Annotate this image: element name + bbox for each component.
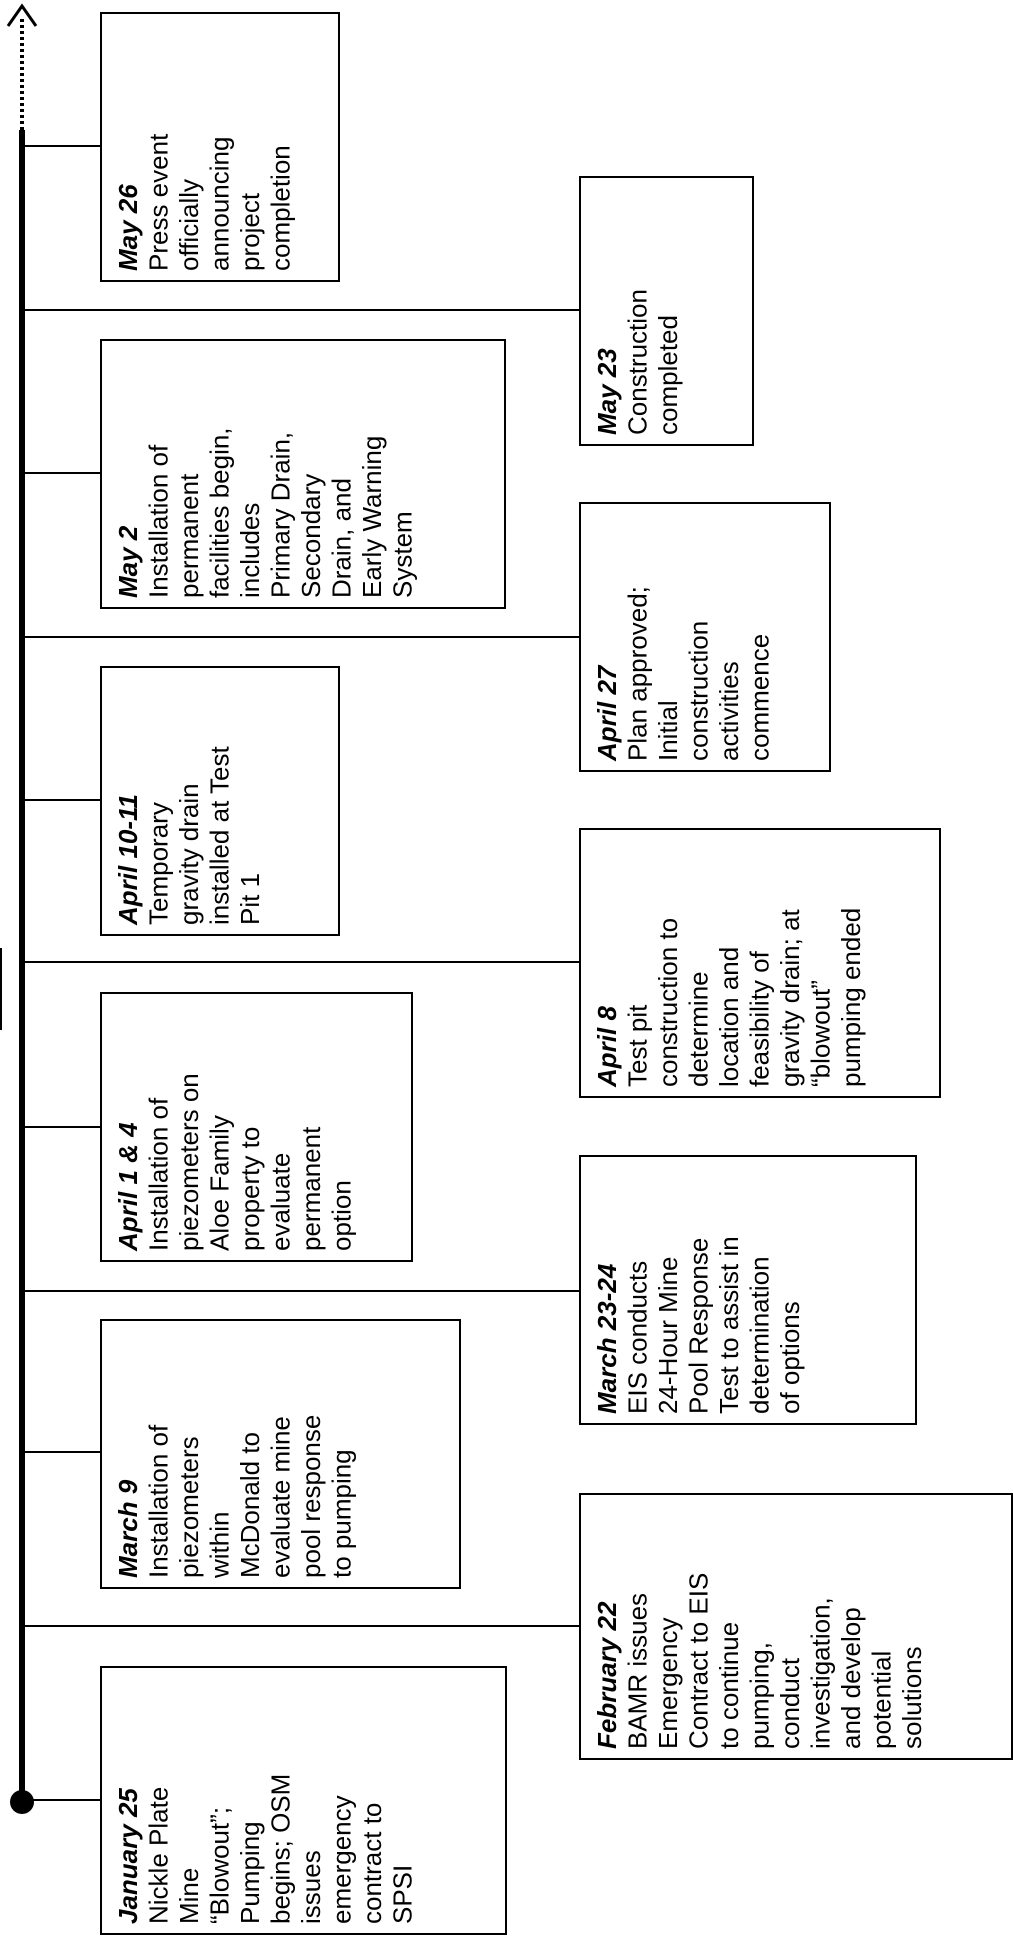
- event-description-line: and develop: [836, 1607, 866, 1749]
- event-date: May 2: [113, 525, 143, 598]
- event-description-line: of options: [775, 1301, 805, 1414]
- event-description-line: Secondary: [296, 473, 326, 598]
- event-description-line: investigation,: [805, 1597, 836, 1749]
- event-description-line: option: [326, 1180, 357, 1251]
- event-description-line: Contract to EIS: [683, 1572, 714, 1749]
- event-description-line: installed at Test: [204, 746, 235, 925]
- event-description-line: emergency: [326, 1795, 357, 1924]
- event-description-line: pumping ended: [836, 907, 866, 1087]
- event-description-line: Pumping: [235, 1821, 265, 1924]
- event-description-line: 24-Hour Mine: [653, 1256, 683, 1414]
- event-description-line: piezometers on: [174, 1073, 204, 1251]
- event-date: April 10-11: [113, 793, 143, 925]
- event-description-line: “blowout”: [805, 980, 836, 1087]
- event-description-line: System: [387, 511, 418, 598]
- timeline-start-dot-icon: [10, 1790, 34, 1814]
- event-description-line: pumping,: [744, 1642, 775, 1749]
- event-description-line: includes: [235, 502, 265, 598]
- event-description-line: completed: [653, 315, 683, 435]
- event-description-line: pool response: [296, 1414, 326, 1578]
- event-text: [113, 427, 418, 598]
- event-description-line: within: [204, 1511, 235, 1578]
- event-date: February 22: [592, 1601, 622, 1749]
- event-description-line: activities: [714, 661, 744, 761]
- event-description-line: BAMR issues: [622, 1592, 653, 1749]
- event-text: [113, 1415, 357, 1579]
- event-description-line: permanent: [174, 473, 204, 598]
- event-description-line: Installation of: [143, 1097, 174, 1251]
- event-description-line: construction: [683, 620, 714, 761]
- event-description-line: Installation of: [143, 444, 174, 598]
- event-description-line: Initial: [653, 700, 683, 761]
- event-date: May 26: [113, 184, 143, 271]
- event-description-line: construction to: [653, 917, 683, 1087]
- event-description-line: to pumping: [326, 1449, 357, 1578]
- event-description-line: EIS conducts: [622, 1260, 653, 1414]
- event-date: April 27: [592, 665, 622, 761]
- event-date: March 23-24: [592, 1263, 622, 1414]
- event-description-line: Nickle Plate: [143, 1786, 174, 1924]
- event-description-line: location and: [714, 946, 744, 1087]
- event-description-line: begins; OSM: [265, 1773, 296, 1924]
- event-date: April 1 & 4: [113, 1122, 143, 1251]
- event-description-line: determine: [683, 971, 714, 1087]
- event-description-line: potential: [866, 1650, 897, 1749]
- event-description-line: Pit 1: [235, 872, 265, 925]
- event-description-line: Pool Response: [683, 1237, 714, 1414]
- timeline-event: [22, 13, 339, 281]
- event-description-line: Early Warning: [357, 435, 387, 598]
- event-description-line: Test pit: [622, 1004, 653, 1087]
- event-description-line: determination: [744, 1256, 775, 1414]
- event-description-line: announcing: [204, 136, 235, 271]
- event-description-line: commence: [744, 633, 775, 761]
- event-description-line: Primary Drain,: [265, 431, 296, 598]
- timeline-event: [22, 340, 505, 608]
- event-description-line: Test to assist in: [714, 1236, 744, 1414]
- event-description-line: feasibility of: [744, 951, 775, 1087]
- event-date: April 8: [592, 1006, 622, 1087]
- timeline-event: [22, 993, 412, 1261]
- timeline-arrow-icon: [8, 6, 36, 26]
- event-description-line: to continue: [714, 1621, 744, 1749]
- event-description-line: Construction: [622, 289, 653, 435]
- event-description-line: permanent: [296, 1126, 326, 1251]
- event-description-line: project: [235, 192, 265, 271]
- event-description-line: officially: [174, 178, 204, 271]
- event-description-line: conduct: [775, 1657, 805, 1749]
- event-description-line: McDonald to: [235, 1432, 265, 1578]
- timeline-event: [22, 667, 339, 935]
- event-description-line: property to: [235, 1126, 265, 1251]
- event-description-line: “Blowout”;: [204, 1806, 235, 1924]
- timeline-event: [22, 1320, 460, 1588]
- event-description-line: solutions: [897, 1646, 927, 1749]
- event-description-line: Drain, and: [326, 478, 357, 598]
- event-description-line: issues: [296, 1850, 326, 1924]
- event-date: January 25: [113, 1788, 143, 1924]
- event-text: [592, 1236, 805, 1414]
- event-description-line: gravity drain: [174, 783, 204, 925]
- event-description-line: Aloe Family: [204, 1115, 235, 1251]
- event-description-line: Press event: [143, 133, 174, 271]
- event-description-line: SPSI: [387, 1864, 418, 1924]
- event-description-line: Installation of: [143, 1424, 174, 1578]
- event-date: March 9: [113, 1479, 143, 1578]
- event-description-line: Plan approved;: [622, 586, 653, 761]
- event-description-line: piezometers: [174, 1436, 204, 1578]
- event-description-line: evaluate mine: [265, 1416, 296, 1578]
- event-description-line: gravity drain; at: [775, 909, 805, 1087]
- event-description-line: evaluate: [265, 1152, 296, 1251]
- event-description-line: Temporary: [143, 802, 174, 925]
- event-description-line: Mine: [174, 1867, 204, 1924]
- event-description-line: completion: [265, 145, 296, 271]
- event-date: May 23: [592, 348, 622, 435]
- event-description-line: contract to: [357, 1802, 387, 1924]
- event-description-line: Emergency: [653, 1617, 683, 1749]
- timeline-event: [22, 1667, 506, 1934]
- event-description-line: facilities begin,: [204, 427, 235, 598]
